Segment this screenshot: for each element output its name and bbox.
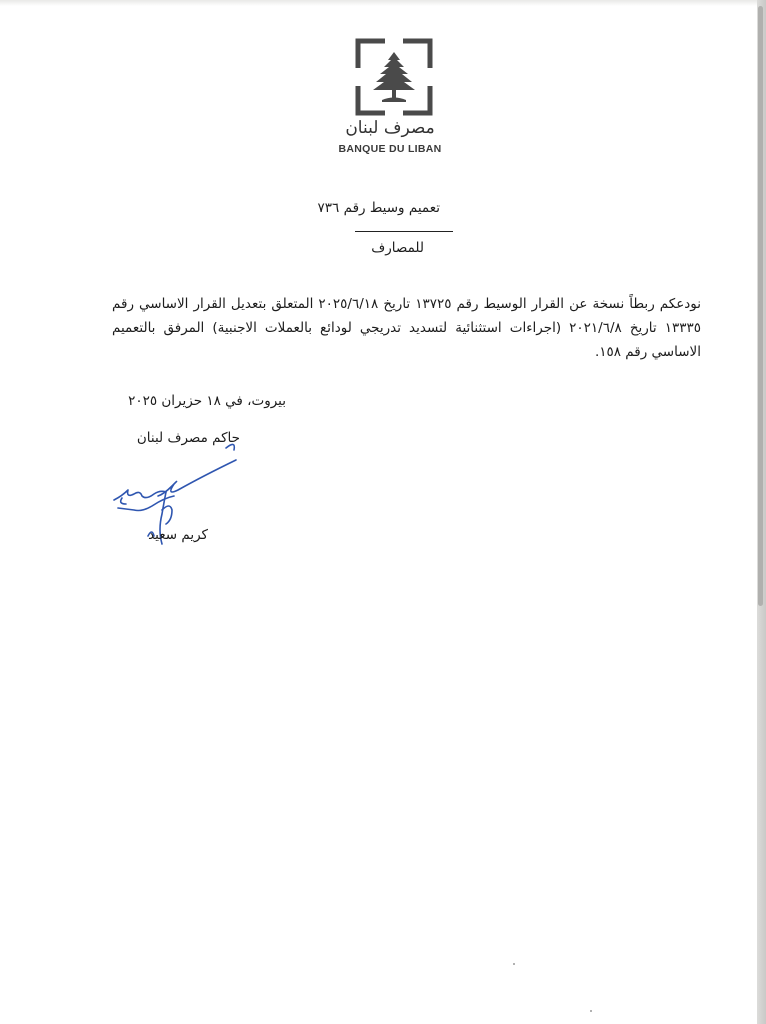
- scrollbar-thumb[interactable]: [758, 6, 763, 606]
- signatory-title: حاكم مصرف لبنان: [136, 430, 240, 446]
- issue-date: بيروت، في ١٨ حزيران ٢٠٢٥: [128, 393, 286, 409]
- title-underline: [355, 231, 453, 232]
- bank-name-arabic: مصرف لبنان: [345, 118, 435, 138]
- scan-speck: [513, 963, 515, 965]
- cedar-tree-icon: [355, 38, 433, 116]
- body-paragraph: نودعكم ربطاً نسخة عن القرار الوسيط رقم ١٣٧٢٥ تاريخ ٢٠٢٥/٦/١٨ المتعلق بتعديل القرار الاساسي رقم ١٣٣٣٥ تاريخ ٢٠٢١/٦/٨ (اجراءات استثنائية لتسديد تدريجي لودائع بالعملات الاجنبية) المرفق بالتعميم الاساسي رقم ١٥٨.: [112, 296, 701, 360]
- recipient-line: للمصارف: [371, 240, 424, 256]
- page-top-shadow: [0, 0, 757, 6]
- signatory-name: كريم سعيد: [148, 527, 208, 543]
- circular-title: تعميم وسيط رقم ٧٣٦: [317, 200, 440, 216]
- scan-speck: [590, 1010, 592, 1012]
- bank-name-english: BANQUE DU LIBAN: [338, 143, 442, 155]
